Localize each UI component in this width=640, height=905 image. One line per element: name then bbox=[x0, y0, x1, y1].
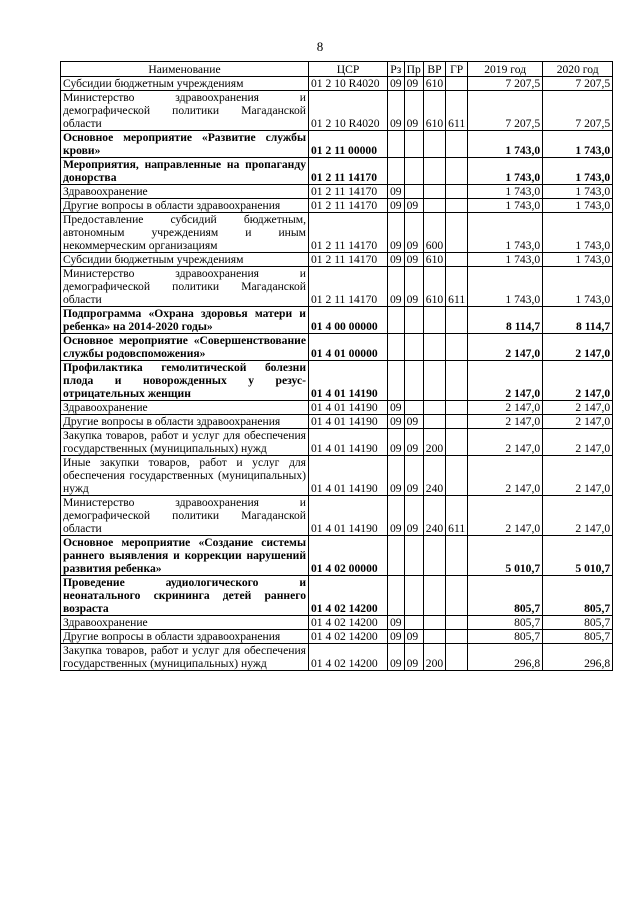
cell-pr: 09 bbox=[404, 415, 423, 429]
cell-pr: 09 bbox=[404, 253, 423, 267]
cell-vr: 240 bbox=[423, 456, 445, 496]
cell-vr: 240 bbox=[423, 496, 445, 536]
cell-rz: 09 bbox=[388, 213, 405, 253]
cell-2020: 8 114,7 bbox=[543, 307, 613, 334]
table-row bbox=[61, 213, 613, 253]
table-row bbox=[61, 199, 613, 213]
cell-gr bbox=[446, 644, 468, 671]
table-row bbox=[61, 644, 613, 671]
cell-2020: 805,7 bbox=[543, 616, 613, 630]
cell-name: Подпрограмма «Охрана здоровья матери и ребенка» на 2014-2020 годы» bbox=[61, 307, 309, 334]
cell-csr: 01 2 11 14170 bbox=[309, 253, 388, 267]
cell-name: Основное мероприятие «Развитие службы крови» bbox=[61, 131, 309, 158]
cell-csr: 01 4 00 00000 bbox=[309, 307, 388, 334]
cell-rz: 09 bbox=[388, 253, 405, 267]
cell-pr: 09 bbox=[404, 456, 423, 496]
cell-csr: 01 2 11 14170 bbox=[309, 185, 388, 199]
cell-rz bbox=[388, 158, 405, 185]
cell-csr: 01 4 01 14190 bbox=[309, 415, 388, 429]
table-row bbox=[61, 158, 613, 185]
cell-rz: 09 bbox=[388, 185, 405, 199]
cell-gr bbox=[446, 576, 468, 616]
table-row bbox=[61, 401, 613, 415]
cell-gr bbox=[446, 401, 468, 415]
cell-gr bbox=[446, 616, 468, 630]
cell-2019: 1 743,0 bbox=[468, 131, 543, 158]
cell-pr: 09 bbox=[404, 199, 423, 213]
cell-pr bbox=[404, 307, 423, 334]
cell-name: Здравоохранение bbox=[61, 185, 309, 199]
cell-pr: 09 bbox=[404, 77, 423, 91]
table-row bbox=[61, 415, 613, 429]
cell-gr bbox=[446, 77, 468, 91]
cell-name: Закупка товаров, работ и услуг для обеспечения государственных (муниципальных) нужд bbox=[61, 429, 309, 456]
header-csr: ЦСР bbox=[309, 62, 388, 77]
cell-vr bbox=[423, 307, 445, 334]
cell-vr: 600 bbox=[423, 213, 445, 253]
cell-vr bbox=[423, 185, 445, 199]
cell-2019: 1 743,0 bbox=[468, 199, 543, 213]
cell-2020: 296,8 bbox=[543, 644, 613, 671]
cell-2019: 1 743,0 bbox=[468, 213, 543, 253]
cell-rz: 09 bbox=[388, 616, 405, 630]
cell-vr bbox=[423, 199, 445, 213]
header-vr: ВР bbox=[423, 62, 445, 77]
cell-vr bbox=[423, 630, 445, 644]
cell-2020: 7 207,5 bbox=[543, 91, 613, 131]
cell-vr bbox=[423, 415, 445, 429]
cell-2019: 2 147,0 bbox=[468, 361, 543, 401]
cell-csr: 01 2 10 R4020 bbox=[309, 77, 388, 91]
cell-gr bbox=[446, 415, 468, 429]
header-rz: Рз bbox=[388, 62, 405, 77]
cell-csr: 01 2 11 14170 bbox=[309, 267, 388, 307]
cell-rz bbox=[388, 131, 405, 158]
cell-pr: 09 bbox=[404, 644, 423, 671]
cell-2019: 8 114,7 bbox=[468, 307, 543, 334]
cell-2020: 2 147,0 bbox=[543, 415, 613, 429]
cell-name: Субсидии бюджетным учреждениям bbox=[61, 77, 309, 91]
cell-2019: 2 147,0 bbox=[468, 429, 543, 456]
cell-csr: 01 4 01 14190 bbox=[309, 456, 388, 496]
cell-name: Министерство здравоохранения и демографической политики Магаданской области bbox=[61, 496, 309, 536]
header-pr: Пр bbox=[404, 62, 423, 77]
cell-vr bbox=[423, 361, 445, 401]
table-row bbox=[61, 429, 613, 456]
cell-gr: 611 bbox=[446, 496, 468, 536]
header-name: Наименование bbox=[61, 62, 309, 77]
cell-name: Закупка товаров, работ и услуг для обеспечения государственных (муниципальных) нужд bbox=[61, 644, 309, 671]
cell-2019: 2 147,0 bbox=[468, 456, 543, 496]
cell-2019: 7 207,5 bbox=[468, 91, 543, 131]
cell-pr: 09 bbox=[404, 429, 423, 456]
header-2019: 2019 год bbox=[468, 62, 543, 77]
cell-rz bbox=[388, 536, 405, 576]
cell-name: Проведение аудиологического и неонатального скрининга детей раннего возраста bbox=[61, 576, 309, 616]
cell-2020: 2 147,0 bbox=[543, 401, 613, 415]
table-row bbox=[61, 361, 613, 401]
table-row bbox=[61, 185, 613, 199]
cell-2020: 2 147,0 bbox=[543, 429, 613, 456]
cell-rz: 09 bbox=[388, 630, 405, 644]
cell-2019: 2 147,0 bbox=[468, 401, 543, 415]
cell-name: Предоставление субсидий бюджетным, автономным учреждениям и иным некоммерческим организациям bbox=[61, 213, 309, 253]
cell-vr: 610 bbox=[423, 267, 445, 307]
cell-gr bbox=[446, 185, 468, 199]
cell-vr bbox=[423, 536, 445, 576]
cell-vr bbox=[423, 616, 445, 630]
cell-csr: 01 2 11 14170 bbox=[309, 158, 388, 185]
cell-2020: 5 010,7 bbox=[543, 536, 613, 576]
cell-pr bbox=[404, 401, 423, 415]
cell-csr: 01 4 02 14200 bbox=[309, 630, 388, 644]
page-number: 8 bbox=[316, 39, 324, 54]
cell-2020: 1 743,0 bbox=[543, 199, 613, 213]
cell-pr bbox=[404, 616, 423, 630]
cell-vr: 200 bbox=[423, 644, 445, 671]
cell-rz: 09 bbox=[388, 496, 405, 536]
header-gr: ГР bbox=[446, 62, 468, 77]
cell-name: Иные закупки товаров, работ и услуг для обеспечения государственных (муниципальных) нужд bbox=[61, 456, 309, 496]
cell-vr: 610 bbox=[423, 77, 445, 91]
cell-name: Другие вопросы в области здравоохранения bbox=[61, 415, 309, 429]
cell-2019: 805,7 bbox=[468, 616, 543, 630]
cell-name: Основное мероприятие «Совершенствование службы родовспоможения» bbox=[61, 334, 309, 361]
cell-rz: 09 bbox=[388, 456, 405, 496]
cell-csr: 01 4 01 14190 bbox=[309, 361, 388, 401]
cell-2019: 1 743,0 bbox=[468, 253, 543, 267]
cell-name: Министерство здравоохранения и демографической политики Магаданской области bbox=[61, 267, 309, 307]
cell-gr bbox=[446, 158, 468, 185]
cell-rz: 09 bbox=[388, 267, 405, 307]
table-row bbox=[61, 630, 613, 644]
cell-pr bbox=[404, 536, 423, 576]
cell-pr bbox=[404, 158, 423, 185]
cell-name: Профилактика гемолитической болезни плода и новорожденных у резус-отрицательных женщин bbox=[61, 361, 309, 401]
cell-csr: 01 4 01 00000 bbox=[309, 334, 388, 361]
table-row bbox=[61, 576, 613, 616]
table-row bbox=[61, 131, 613, 158]
cell-gr bbox=[446, 199, 468, 213]
cell-csr: 01 4 02 14200 bbox=[309, 616, 388, 630]
table-body bbox=[61, 77, 613, 671]
cell-csr: 01 4 02 14200 bbox=[309, 576, 388, 616]
cell-gr bbox=[446, 536, 468, 576]
table-header-row bbox=[61, 62, 613, 77]
cell-2020: 2 147,0 bbox=[543, 334, 613, 361]
cell-gr bbox=[446, 307, 468, 334]
table-row bbox=[61, 334, 613, 361]
cell-rz: 09 bbox=[388, 401, 405, 415]
cell-2020: 1 743,0 bbox=[543, 158, 613, 185]
cell-rz: 09 bbox=[388, 199, 405, 213]
cell-2019: 2 147,0 bbox=[468, 496, 543, 536]
cell-2020: 805,7 bbox=[543, 576, 613, 616]
cell-pr bbox=[404, 576, 423, 616]
cell-2020: 1 743,0 bbox=[543, 185, 613, 199]
cell-2019: 805,7 bbox=[468, 630, 543, 644]
cell-gr bbox=[446, 630, 468, 644]
cell-2019: 1 743,0 bbox=[468, 267, 543, 307]
table-row bbox=[61, 267, 613, 307]
cell-gr bbox=[446, 253, 468, 267]
cell-pr: 09 bbox=[404, 630, 423, 644]
cell-pr: 09 bbox=[404, 213, 423, 253]
cell-gr bbox=[446, 334, 468, 361]
cell-gr bbox=[446, 213, 468, 253]
cell-2020: 2 147,0 bbox=[543, 456, 613, 496]
cell-rz: 09 bbox=[388, 77, 405, 91]
cell-gr bbox=[446, 131, 468, 158]
cell-name: Министерство здравоохранения и демографической политики Магаданской области bbox=[61, 91, 309, 131]
cell-2020: 2 147,0 bbox=[543, 496, 613, 536]
cell-name: Мероприятия, направленные на пропаганду донорства bbox=[61, 158, 309, 185]
cell-rz: 09 bbox=[388, 429, 405, 456]
cell-2019: 296,8 bbox=[468, 644, 543, 671]
cell-name: Другие вопросы в области здравоохранения bbox=[61, 199, 309, 213]
cell-vr: 610 bbox=[423, 253, 445, 267]
cell-name: Здравоохранение bbox=[61, 401, 309, 415]
cell-csr: 01 4 01 14190 bbox=[309, 496, 388, 536]
cell-2020: 805,7 bbox=[543, 630, 613, 644]
cell-name: Субсидии бюджетным учреждениям bbox=[61, 253, 309, 267]
cell-csr: 01 4 01 14190 bbox=[309, 401, 388, 415]
cell-2020: 7 207,5 bbox=[543, 77, 613, 91]
cell-csr: 01 2 11 14170 bbox=[309, 199, 388, 213]
cell-2020: 1 743,0 bbox=[543, 131, 613, 158]
cell-2020: 1 743,0 bbox=[543, 213, 613, 253]
cell-rz bbox=[388, 576, 405, 616]
cell-2019: 1 743,0 bbox=[468, 158, 543, 185]
table-row bbox=[61, 536, 613, 576]
table-row bbox=[61, 456, 613, 496]
cell-pr bbox=[404, 361, 423, 401]
cell-pr: 09 bbox=[404, 267, 423, 307]
cell-name: Другие вопросы в области здравоохранения bbox=[61, 630, 309, 644]
cell-vr bbox=[423, 576, 445, 616]
budget-table bbox=[60, 61, 613, 671]
cell-rz bbox=[388, 307, 405, 334]
cell-2020: 1 743,0 bbox=[543, 253, 613, 267]
cell-rz: 09 bbox=[388, 91, 405, 131]
cell-2020: 2 147,0 bbox=[543, 361, 613, 401]
cell-csr: 01 2 11 00000 bbox=[309, 131, 388, 158]
cell-2019: 7 207,5 bbox=[468, 77, 543, 91]
cell-csr: 01 4 02 14200 bbox=[309, 644, 388, 671]
cell-name: Здравоохранение bbox=[61, 616, 309, 630]
cell-gr bbox=[446, 456, 468, 496]
table-row bbox=[61, 307, 613, 334]
cell-csr: 01 4 02 00000 bbox=[309, 536, 388, 576]
cell-pr bbox=[404, 334, 423, 361]
cell-2019: 1 743,0 bbox=[468, 185, 543, 199]
cell-csr: 01 2 11 14170 bbox=[309, 213, 388, 253]
header-2020: 2020 год bbox=[543, 62, 613, 77]
cell-vr bbox=[423, 158, 445, 185]
cell-vr: 200 bbox=[423, 429, 445, 456]
table-row bbox=[61, 77, 613, 91]
cell-gr: 611 bbox=[446, 267, 468, 307]
cell-csr: 01 4 01 14190 bbox=[309, 429, 388, 456]
cell-rz bbox=[388, 334, 405, 361]
table-row bbox=[61, 91, 613, 131]
cell-pr: 09 bbox=[404, 91, 423, 131]
cell-2019: 5 010,7 bbox=[468, 536, 543, 576]
cell-vr bbox=[423, 401, 445, 415]
cell-gr: 611 bbox=[446, 91, 468, 131]
cell-pr bbox=[404, 131, 423, 158]
cell-pr bbox=[404, 185, 423, 199]
cell-rz: 09 bbox=[388, 644, 405, 671]
table-row bbox=[61, 496, 613, 536]
cell-2019: 2 147,0 bbox=[468, 334, 543, 361]
cell-pr: 09 bbox=[404, 496, 423, 536]
cell-vr bbox=[423, 334, 445, 361]
cell-name: Основное мероприятие «Создание системы раннего выявления и коррекции нарушений развития ребенка» bbox=[61, 536, 309, 576]
table-row bbox=[61, 253, 613, 267]
cell-rz: 09 bbox=[388, 415, 405, 429]
cell-gr bbox=[446, 361, 468, 401]
cell-gr bbox=[446, 429, 468, 456]
cell-2019: 2 147,0 bbox=[468, 415, 543, 429]
cell-csr: 01 2 10 R4020 bbox=[309, 91, 388, 131]
cell-2020: 1 743,0 bbox=[543, 267, 613, 307]
cell-2019: 805,7 bbox=[468, 576, 543, 616]
cell-vr: 610 bbox=[423, 91, 445, 131]
table-row bbox=[61, 616, 613, 630]
cell-vr bbox=[423, 131, 445, 158]
cell-rz bbox=[388, 361, 405, 401]
